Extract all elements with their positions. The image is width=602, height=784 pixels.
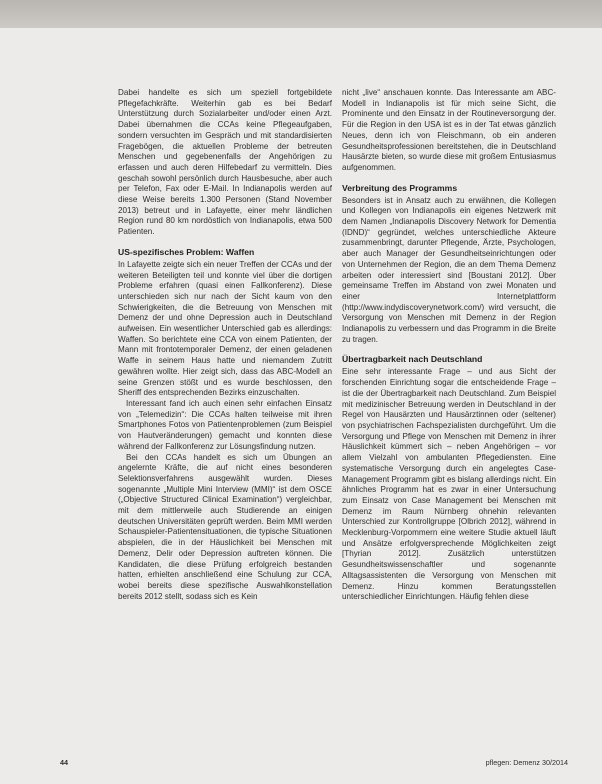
body-paragraph: Besonders ist in Ansatz auch zu erwähnen, die Kollegen und Kollegen von Indianapolis ein eigenes Netzwerk mit dem Namen „Indianapolis Discovery Network for Dementia (IDND)“ gegründet, welches unterschiedliche Akteure zusammenbringt, darunter Pflegende, Ärzte, Psychologen, aber auch Manager der Gesundheitseinrichtungen oder von Unternehmen der Region, die an dem Thema Demenz arbeiten oder interessiert sind [Boustani 2012]. Über gemeinsame Treffen im Abstand von zwei Monaten und einer Internetplattform (http://www.indydiscoverynetwork.com/) wird versucht, die Versorgung von Menschen mit Demenz in der Region Indianapolis zu verbessern und das Programm in die Breite zu tragen. — [342, 195, 556, 344]
page-footer — [0, 756, 602, 772]
body-paragraph: Bei den CCAs handelt es sich um Übungen an angelernte Kräfte, die auf nicht eines besonderen Selektionsverfahrens ausgewählt wurden. Dieses sogenannte „Multiple Mini Interview (MMI)“ ist dem OSCE („Objective Structured Clinical Examination“) vergleichbar, mit dem mittlerweile auch Studierende an einigen deutschen Universitäten geprüft werden. Beim MMI werden Schauspieler-Patientensituationen, die typische Situationen abspielen, die in der Häuslichkeit bei Menschen mit Demenz, Delir oder Depression auftreten können. Die Kandidaten, die diese Prüfung erfolgreich bestanden hatten, erhielten anschließend eine Schulung zur CCA, wobei bereits diese spezifische Auswahlkonstellation bereits 2012 stellt, sodass sich es Kein — [118, 452, 332, 601]
body-paragraph: nicht „live“ anschauen konnte. Das Interessante am ABC-Modell in Indianapolis ist für mich seine Sicht, die Prominente und den Einsatz in der Routineversorgung der. Für die Region in den USA ist es in der Tat etwas gänzlich Neues, denn ich von Fleischmann, ob ein anderen Gesundheitsprofessionen bereitstehen, die in Deutschland Hausärzte bieten, so wurde diese mit großem Entusiasmus aufgenommen. — [342, 88, 556, 172]
left-column — [118, 88, 332, 602]
body-paragraph: Eine sehr interessante Frage – und aus Sicht der forschenden Einrichtung sogar die entscheidende Frage – ist die der Übertragbarkeit nach Deutschland. Zum Beispiel mit medizinischer Betreuung werden in Deutschland in der Regel von Hausärzten und Hausärztinnen oder (seltener) von psychiatrischen Fachspezialisten durchgeführt. Um die Versorgung und Pflege von Menschen mit Demenz in ihrer Häuslichkeit kümmert sich – neben Angehörigen – vor allem Vielzahl von ambulanten Pflegediensten. Eine systematische Versorgung durch ein angelegtes Case-Management Programm gibt es bislang allerdings nicht. Ein ähnliches Programm hat es zwar in einer Untersuchung zum Einsatz von Case Management bei Menschen mit Demenz im Raum Nürnberg ohnehin relevanten Unterschied zur Kontrollgruppe [Olbrich 2012], während in Mecklenburg-Vorpommern eine weitere Studie aktuell läuft und Ansätze erfolgversprechende Möglichkeiten zeigt [Thyrian 2012]. Zusätzlich unterstützen Gesundheitswissenschaftler und sogenannte Alltagsassistenten die Versorgung von Menschen mit Demenz. Hinzu kommen Beratungsstellen unterschiedlicher Einrichtungen. Häufig fehlen diese — [342, 367, 556, 602]
body-paragraph: In Lafayette zeigte sich ein neuer Treffen der CCAs und der weiteren Beteiligten teil und konnte viel über die dortigen Probleme erfahren (quasi einen Fallkonferenz). Diese unterschieden sich nur nach der Sicht kaum von den Schwierigkeiten, die die Betreuung von Menschen mit Demenz der und ohne Depression auch in Deutschland aufweisen. Ein wesentlicher Unterschied gab es allerdings: Waffen. So berichtete eine CCA von einem Patienten, der Mann mit frontotemporaler Demenz, der einen geladenen Waffe in seinem Haus hatte und niemandem Zutritt gewähren wollte. Hier zeigt sich, dass das ABC-Modell an seine Grenzen stößt und es wurde beschlossen, den Sheriff des entsprechenden Bezirks einzuschalten. — [118, 259, 332, 398]
header-band — [0, 0, 602, 28]
page-number: 44 — [60, 758, 68, 767]
journal-citation: pflegen: Demenz 30/2014 — [485, 758, 568, 767]
body-paragraph: Interessant fand ich auch einen sehr einfachen Einsatz von „Telemedizin“: Die CCAs halten teilweise mit ihren Smartphones Fotos von Patientenproblemen (zum Beispiel von Hautveränderungen) gemacht und konnten diese während der Fallkonferenz zur Lösungsfindung nutzen. — [118, 398, 332, 451]
section-heading: Verbreitung des Programms — [342, 182, 458, 193]
section-heading: Übertragbarkeit nach Deutschland — [342, 354, 483, 365]
right-column — [342, 88, 556, 603]
body-paragraph: Dabei handelte es sich um speziell fortgebildete Pflegefachkräfte. Weiterhin gab es bei Bedarf Unterstützung durch Sozialarbeiter und/oder einen Arzt. Dabei übernahmen die CCAs keine Pflegeaufgaben, sondern versuchten im Gespräch und mit standardisierten Fragebögen, die aktuellen Probleme der betreuten Menschen und gegebenenfalls der Angehörigen zu erfassen und auch deren Hilfebedarf zu vermitteln. Dies geschah sowohl persönlich durch Hausbesuche, aber auch per Telefon, Fax oder E-Mail. In Indianapolis werden auf diese Weise bereits 1.300 Personen (Stand November 2013) betreut und in Lafayette, einer mehr ländlichen Region rund 80 km nordöstlich von Indianapolis, etwa 500 Patienten. — [118, 88, 332, 237]
section-heading: US-spezifisches Problem: Waffen — [118, 246, 255, 257]
